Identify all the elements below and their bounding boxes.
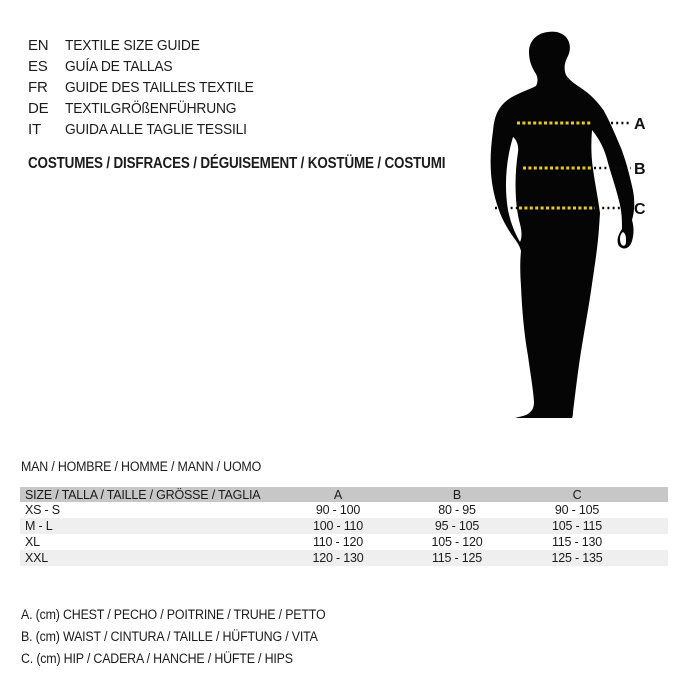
hip-label-c: C bbox=[634, 201, 646, 218]
guide-title-de: TEXTILGRÖßENFÜHRUNG bbox=[65, 100, 237, 117]
size-table bbox=[20, 487, 668, 566]
man-silhouette-figure bbox=[488, 18, 656, 418]
value-cell-b: 115 - 125 bbox=[431, 551, 483, 565]
guide-title-fr: GUIDE DES TAILLES TEXTILE bbox=[65, 79, 254, 96]
value-cell-b: 105 - 120 bbox=[431, 535, 483, 549]
language-code: IT bbox=[28, 121, 41, 138]
size-cell: XXL bbox=[25, 551, 49, 565]
size-cell: XS - S bbox=[25, 503, 60, 517]
header-col-b: B bbox=[452, 487, 462, 502]
language-row-it bbox=[28, 119, 270, 140]
section-title-text: MAN / HOMBRE / HOMME / MANN / UOMO bbox=[21, 459, 262, 474]
legend-hip-text: C. (cm) HIP / CADERA / HANCHE / HÜFTE / HIPS bbox=[21, 651, 293, 666]
value-cell-c: 105 - 115 bbox=[551, 519, 603, 533]
guide-title-en: TEXTILE SIZE GUIDE bbox=[65, 37, 200, 54]
header-size-col: SIZE / TALLA / TAILLE / GRÖSSE / TAGLIA bbox=[25, 487, 261, 502]
language-row-es bbox=[28, 56, 270, 77]
value-cell-c: 115 - 130 bbox=[551, 535, 603, 549]
language-code: FR bbox=[28, 79, 48, 96]
language-row-fr bbox=[28, 77, 270, 98]
value-cell-c: 125 - 135 bbox=[551, 551, 603, 565]
language-code: DE bbox=[28, 100, 49, 117]
value-cell-a: 100 - 110 bbox=[312, 519, 364, 533]
language-code: ES bbox=[28, 58, 48, 75]
guide-title-it: GUIDA ALLE TAGLIE TESSILI bbox=[65, 121, 247, 138]
header-col-a: A bbox=[333, 487, 343, 502]
value-cell-a: 120 - 130 bbox=[312, 551, 364, 565]
value-cell-a: 90 - 100 bbox=[315, 503, 361, 517]
legend-chest-text: A. (cm) CHEST / PECHO / POITRINE / TRUHE / PETTO bbox=[21, 607, 326, 622]
value-cell-b: 95 - 105 bbox=[434, 519, 480, 533]
language-list bbox=[28, 35, 270, 140]
legend-line-hip bbox=[21, 648, 352, 670]
table-row-xxl bbox=[20, 550, 668, 566]
measurement-legend bbox=[21, 604, 352, 670]
table-row-xl bbox=[20, 534, 668, 550]
waist-label-b: B bbox=[634, 161, 646, 178]
category-line-text: COSTUMES / DISFRACES / DÉGUISEMENT / KOSTÜME / COSTUMI bbox=[28, 155, 446, 172]
legend-line-waist bbox=[21, 626, 352, 648]
guide-title-es: GUÍA DE TALLAS bbox=[65, 58, 173, 75]
category-line bbox=[28, 155, 525, 173]
language-row-en bbox=[28, 35, 270, 56]
language-code: EN bbox=[28, 37, 49, 54]
value-cell-a: 110 - 120 bbox=[312, 535, 364, 549]
language-row-de bbox=[28, 98, 270, 119]
header-col-c: C bbox=[572, 487, 582, 502]
legend-line-chest bbox=[21, 604, 352, 626]
chest-label-a: A bbox=[634, 116, 646, 133]
value-cell-b: 80 - 95 bbox=[438, 503, 476, 517]
size-cell: XL bbox=[25, 535, 40, 549]
table-row-m-l bbox=[20, 518, 668, 534]
value-cell-c: 90 - 105 bbox=[554, 503, 600, 517]
size-cell: M - L bbox=[25, 519, 53, 533]
size-table-header-row bbox=[20, 487, 668, 502]
table-row-xs-s bbox=[20, 502, 668, 518]
section-title bbox=[21, 459, 282, 474]
legend-waist-text: B. (cm) WAIST / CINTURA / TAILLE / HÜFTUNG / VITA bbox=[21, 629, 318, 644]
